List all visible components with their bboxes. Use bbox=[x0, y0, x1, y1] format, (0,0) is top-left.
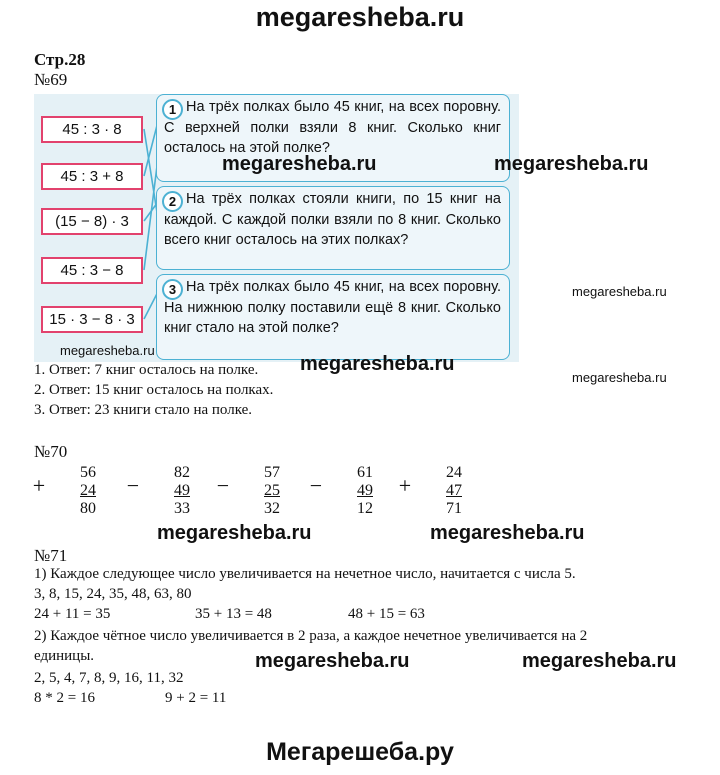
watermark: megaresheba.ru bbox=[494, 153, 649, 175]
watermark: megaresheba.ru bbox=[222, 153, 377, 175]
task-card-2 bbox=[156, 186, 510, 270]
watermark: megaresheba.ru bbox=[522, 650, 677, 672]
operator-sign: − bbox=[216, 473, 230, 498]
task-card-3 bbox=[156, 274, 510, 360]
page-reference: Стр.28 bbox=[34, 50, 86, 69]
exercise-69-number: №69 bbox=[34, 70, 68, 89]
solution-line: 1) Каждое следующее число увеличивается на нечетное число, начитается с числа 5. bbox=[34, 566, 576, 582]
site-title-top: megaresheba.ru bbox=[255, 2, 465, 32]
operand: 61 bbox=[357, 464, 373, 481]
solution-line: 2) Каждое чётное число увеличивается в 2 раза, а каждое нечетное увеличивается на 2 bbox=[34, 628, 588, 644]
result: 12 bbox=[357, 500, 373, 517]
solution-line: 8 * 2 = 16 bbox=[34, 690, 95, 706]
expression-card: 15 · 3 − 8 · 3 bbox=[41, 306, 143, 333]
expression-card: 45 : 3 · 8 bbox=[41, 116, 143, 143]
operator-sign: + bbox=[32, 473, 46, 498]
solution-line: единицы. bbox=[34, 648, 95, 664]
operand: 24 bbox=[80, 482, 96, 499]
answer-line: 2. Ответ: 15 книг осталось на полках. bbox=[34, 382, 274, 398]
operator-sign: − bbox=[309, 473, 323, 498]
operand: 47 bbox=[446, 482, 462, 499]
operand: 25 bbox=[264, 482, 280, 499]
result: 80 bbox=[80, 500, 96, 517]
task-text: На трёх полках было 45 книг, на всех поровну. На нижнюю полку поставили ещё 8 книг. Сколько книг стало на этой полке? bbox=[164, 279, 501, 336]
column-calc bbox=[32, 464, 96, 518]
result: 33 bbox=[174, 500, 190, 517]
column-calc bbox=[126, 464, 190, 518]
watermark: megaresheba.ru bbox=[60, 343, 155, 358]
watermark: megaresheba.ru bbox=[572, 370, 667, 385]
task-number-badge: 2 bbox=[162, 191, 183, 212]
solution-line: 9 + 2 = 11 bbox=[165, 690, 227, 706]
operand: 49 bbox=[357, 482, 373, 499]
site-title-bottom: Мегарешеба.ру bbox=[266, 738, 454, 766]
expression-card: 45 : 3 + 8 bbox=[41, 163, 143, 190]
column-calc bbox=[216, 464, 280, 518]
solution-line: 3, 8, 15, 24, 35, 48, 63, 80 bbox=[34, 586, 192, 602]
task-number-badge: 1 bbox=[162, 99, 183, 120]
watermark: megaresheba.ru bbox=[255, 650, 410, 672]
operand: 49 bbox=[174, 482, 190, 499]
watermark: megaresheba.ru bbox=[430, 522, 585, 544]
solution-line: 48 + 15 = 63 bbox=[348, 606, 425, 622]
exercise-70-number: №70 bbox=[34, 442, 68, 461]
watermark: megaresheba.ru bbox=[300, 353, 455, 375]
expression-card: 45 : 3 − 8 bbox=[41, 257, 143, 284]
watermark: megaresheba.ru bbox=[157, 522, 312, 544]
operand: 24 bbox=[446, 464, 462, 481]
operand: 56 bbox=[80, 464, 96, 481]
column-calc bbox=[309, 464, 373, 518]
result: 71 bbox=[446, 500, 462, 517]
result: 32 bbox=[264, 500, 280, 517]
task-text: На трёх полках было 45 книг, на всех поровну. С верхней полки взяли 8 книг. Сколько книг осталось на этой полке? bbox=[164, 99, 501, 156]
solution-line: 24 + 11 = 35 bbox=[34, 606, 111, 622]
solution-line: 2, 5, 4, 7, 8, 9, 16, 11, 32 bbox=[34, 670, 184, 686]
exercise-71-number: №71 bbox=[34, 546, 68, 565]
operator-sign: − bbox=[126, 473, 140, 498]
answer-line: 1. Ответ: 7 книг осталось на полке. bbox=[34, 362, 259, 378]
task-text: На трёх полках стояли книги, по 15 книг на каждой. С каждой полки взяли по 8 книг. Сколько всего книг осталось на этих полках? bbox=[164, 191, 501, 248]
textbook-excerpt bbox=[34, 94, 519, 362]
answer-line: 3. Ответ: 23 книги стало на полке. bbox=[34, 402, 253, 418]
task-number-badge: 3 bbox=[162, 279, 183, 300]
solution-line: 35 + 13 = 48 bbox=[195, 606, 272, 622]
expression-card: (15 − 8) · 3 bbox=[41, 208, 143, 235]
watermark: megaresheba.ru bbox=[572, 284, 667, 299]
operator-sign: + bbox=[398, 473, 412, 498]
column-calc bbox=[398, 464, 462, 518]
operand: 82 bbox=[174, 464, 190, 481]
operand: 57 bbox=[264, 464, 280, 481]
